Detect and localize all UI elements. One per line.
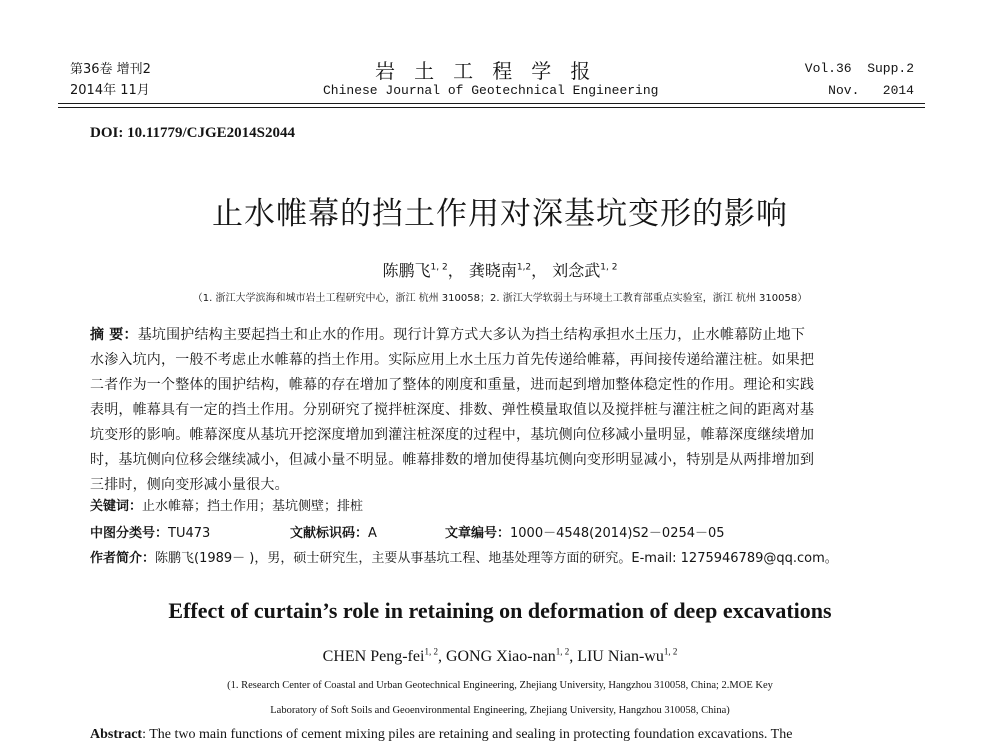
abstract-en-text: : The two main functions of cement mixing piles are retaining and sealing in protecting foundation excavations. The — [142, 727, 793, 742]
abstract-en-line-1 — [90, 727, 792, 743]
paper-title-cn: 止水帷幕的挡土作用对深基坑变形的影响 — [212, 196, 788, 232]
header-volume-en: Vol.36 Supp.2 — [804, 61, 914, 76]
keywords-cn — [90, 495, 363, 514]
author-bio-label: 作者简介： — [90, 551, 156, 566]
doi[interactable]: DOI: 10.11779/CJGE2014S2044 — [90, 125, 296, 141]
abstract-cn-label: 摘 要： — [90, 327, 138, 343]
header-rule-bottom — [58, 107, 925, 108]
author-en-2: GONG Xiao-nan — [445, 648, 556, 665]
journal-title-cn: 岩 土 工 程 学 报 — [375, 59, 591, 83]
header-rule-top — [58, 103, 925, 104]
abstract-cn-line-5: 坑变形的影响。帷幕深度从基坑开挖深度增加到灌注桩深度的过程中，基坑侧向位移减小量明显，帷幕深度继续增加 — [90, 427, 815, 443]
abstract-cn-line-4: 表明，帷幕具有一定的挡土作用。分别研究了搅拌桩深度、排数、弹性模量取值以及搅拌桩与灌注桩之间的距离对基 — [90, 402, 815, 418]
keywords-cn-label: 关键词： — [90, 499, 143, 514]
abstract-cn-line-2: 水渗入坑内，一般不考虑止水帷幕的挡土作用。实际应用上水土压力首先传递给帷幕，再间接传递给灌注桩。如果把 — [90, 352, 815, 368]
author-cn-3: 刘念武 — [552, 261, 601, 280]
classification-clc: 中图分类号：TU473 — [90, 526, 211, 541]
author-bio — [90, 547, 838, 566]
journal-title-en: Chinese Journal of Geotechnical Engineering — [323, 83, 659, 98]
affiliation-en-line-2: Laboratory of Soft Soils and Geoenvironmental Engineering, Zhejiang University, Hangzhou 310058, China) — [270, 705, 730, 716]
paper-title-en: Effect of curtain’s role in retaining on deformation of deep excavations — [168, 598, 832, 623]
author-cn-1-affil-mark: 1, 2 — [430, 262, 448, 273]
author-cn-1: 陈鹏飞 — [382, 261, 431, 280]
abstract-en-label: Abstract — [90, 727, 143, 742]
abstract-cn-line-7: 三排时，侧向变形减小量很大。 — [90, 477, 289, 493]
header-date-cn: 2014年 11月 — [70, 83, 150, 98]
author-cn-2-affil-mark: 1,2 — [516, 262, 532, 273]
author-separator: , — [569, 648, 578, 665]
abstract-cn-line-6: 时，基坑侧向位移会继续减小，但减小量不明显。帷幕排数的增加使得基坑侧向变形明显减小，特别是从两排增加到 — [90, 452, 815, 468]
author-en-1: CHEN Peng-fei — [322, 648, 425, 665]
author-separator: ， — [531, 261, 548, 280]
author-separator: ， — [447, 261, 464, 280]
keywords-cn-value: 止水帷幕；挡土作用；基坑侧壁；排桩 — [142, 499, 364, 514]
affiliation-en-line-1: (1. Research Center of Coastal and Urban Geotechnical Engineering, Zhejiang University, Hangzhou 310058, China; 2.MOE Key — [227, 680, 773, 691]
author-cn-3-affil-mark: 1, 2 — [600, 262, 618, 273]
author-en-1-affil-mark: 1, 2 — [424, 646, 438, 657]
author-bio-value: 陈鹏飞(1989－ )，男，硕士研究生，主要从事基坑工程、地基处理等方面的研究。E-mail: 1275946789@qq.com。 — [155, 551, 838, 566]
header-volume-cn: 第36卷 增刊2 — [70, 62, 151, 77]
header-date-en: Nov. 2014 — [828, 83, 914, 98]
authors-cn — [0, 258, 1000, 281]
authors-en — [0, 648, 1000, 666]
abstract-cn-line-3: 二者作为一个整体的围护结构，帷幕的存在增加了整体的刚度和重量，进而起到增加整体稳定性的作用。理论和实践 — [90, 377, 815, 393]
author-en-3: LIU Nian-wu — [577, 648, 664, 665]
author-en-3-affil-mark: 1, 2 — [663, 646, 678, 657]
author-en-2-affil-mark: 1, 2 — [555, 646, 570, 657]
classification-doc-code: 文献标识码：A — [290, 526, 377, 541]
affiliation-cn: （1. 浙江大学滨海和城市岩土工程研究中心，浙江 杭州 310058；2. 浙江大学软弱土与环境土工教育部重点实验室，浙江 杭州 310058） — [192, 293, 808, 304]
author-cn-2: 龚晓南 — [468, 261, 517, 280]
author-separator: , — [437, 648, 446, 665]
abstract-cn-line-1: 摘 要：基坑围护结构主要起挡土和止水的作用。现行计算方式大多认为挡土结构承担水土压力，止水帷幕防止地下 — [90, 327, 806, 343]
classification-article-number: 文章编号：1000－4548(2014)S2－0254－05 — [445, 526, 725, 541]
